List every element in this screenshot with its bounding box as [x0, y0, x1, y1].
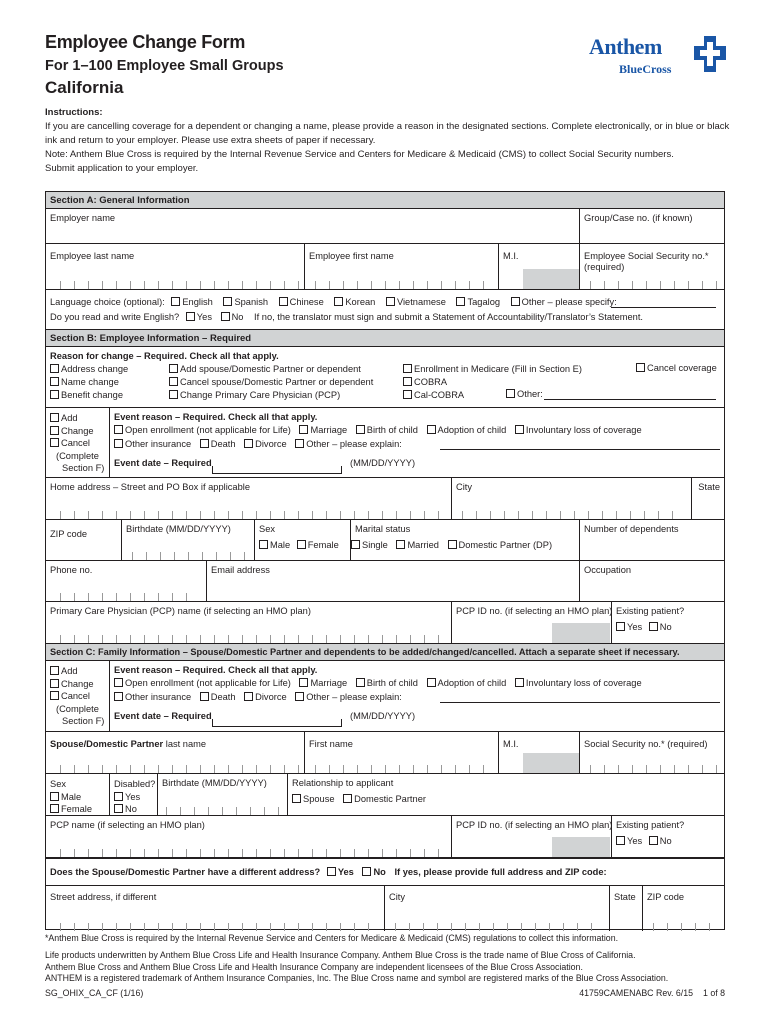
form-state: California: [45, 78, 124, 97]
last-name-label: Employee last name: [50, 251, 135, 261]
sp-event-block: Event reason – Required. Check all that apply. Open enrollment (not applicable for Life) Marriage Birth of child Adoption of child Involuntary loss of coverage Other insurance Death Divorce Other – please explain: Event date – Required (MM/DD/YYYY): [109, 661, 724, 731]
emp-change-checkbox[interactable]: [50, 426, 59, 435]
form-title: Employee Change Form: [45, 32, 246, 52]
diff-no-checkbox[interactable]: [362, 867, 371, 876]
bluecross-icon: [693, 34, 727, 74]
emp-divorce-checkbox[interactable]: [244, 439, 253, 448]
city-field[interactable]: City: [451, 478, 691, 519]
lang-chinese-checkbox[interactable]: [279, 297, 288, 306]
logo-word: Anthem: [589, 34, 662, 59]
section-a-header: Section A: General Information: [46, 191, 724, 209]
emp-marriage-checkbox[interactable]: [299, 425, 308, 434]
lang-other-checkbox[interactable]: [511, 297, 520, 306]
instructions-p2: Note: Anthem Blue Cross is required by the Internal Revenue Service and Centers for Medicare & Medicaid (CMS) to collect Social Security numbers.: [45, 149, 674, 160]
spouse-pcp-row: PCP name (if selecting an HMO plan) PCP ID no. (if selecting an HMO plan) Existing patient? Yes No: [46, 815, 724, 857]
home-address-row: Home address – Street and PO Box if applicable City State: [46, 477, 724, 519]
disabled-field: Disabled? Yes No: [109, 774, 157, 815]
existing-patient-field: Existing patient? Yes No: [611, 602, 724, 643]
ssn-field[interactable]: Employee Social Security no.* (required): [579, 244, 724, 289]
instructions-p1: If you are cancelling coverage for a dependent or changing a name, please provide a reason in the designated sections. Complete electronically, or in blue or black ink and return to your employer. Please use extra sheets of paper if necessary.: [45, 121, 730, 146]
sp-change-checkbox[interactable]: [50, 679, 59, 688]
dp-checkbox[interactable]: [448, 540, 457, 549]
reason-other-input[interactable]: [544, 399, 716, 400]
sp-marriage-checkbox[interactable]: [299, 678, 308, 687]
english-yes-checkbox[interactable]: [186, 312, 195, 321]
sp-open-enroll-checkbox[interactable]: [114, 678, 123, 687]
cal-cobra-checkbox[interactable]: [403, 390, 412, 399]
sp-existing-no-checkbox[interactable]: [649, 836, 658, 845]
diff-city-field[interactable]: City: [384, 886, 609, 931]
emp-other-explain-checkbox[interactable]: [295, 439, 304, 448]
emp-cancel-checkbox[interactable]: [50, 438, 59, 447]
rev-code: 41759CAMENABC Rev. 6/15: [579, 988, 693, 998]
emp-existing-no-checkbox[interactable]: [649, 622, 658, 631]
cancel-spouse-checkbox[interactable]: [169, 377, 178, 386]
sp-divorce-checkbox[interactable]: [244, 692, 253, 701]
emp-adoption-checkbox[interactable]: [427, 425, 436, 434]
reason-row: Reason for change – Required. Check all that apply. Address change Name change Benefit change Add spouse/Domestic Partner or dependent Cancel spouse/Domestic Partner or dependent Change Primary Care Physician (PCP) Enrollment in Medicare (Fill in Section E) COBRA Cal-COBRA Other: Cancel coverage: [50, 351, 717, 400]
english-no-checkbox[interactable]: [221, 312, 230, 321]
emp-add-checkbox[interactable]: [50, 413, 59, 422]
group-no-field[interactable]: Group/Case no. (if known): [579, 209, 724, 243]
disabled-yes-checkbox[interactable]: [114, 792, 123, 801]
sp-birthdate-field[interactable]: Birthdate (MM/DD/YYYY): [157, 774, 287, 815]
employer-row: [46, 209, 724, 243]
form-code: SG_OHIX_CA_CF (1/16): [45, 988, 144, 998]
emp-female-checkbox[interactable]: [297, 540, 306, 549]
birthdate-field[interactable]: Birthdate (MM/DD/YYYY): [121, 520, 254, 560]
sp-add-checkbox[interactable]: [50, 666, 59, 675]
diff-yes-checkbox[interactable]: [327, 867, 336, 876]
employer-name-label: Employer name: [50, 213, 116, 223]
cancel-coverage-checkbox[interactable]: [636, 363, 645, 372]
diff-zip-field[interactable]: ZIP code: [642, 886, 724, 931]
emp-birth-checkbox[interactable]: [356, 425, 365, 434]
emp-event-block: Event reason – Required. Check all that apply. Open enrollment (not applicable for Life) Marriage Birth of child Adoption of child Involuntary loss of coverage Other insurance Death Divorce Other – please explain: Event date – Required (MM/DD/YYYY): [109, 408, 724, 477]
emp-male-checkbox[interactable]: [259, 540, 268, 549]
pcp-id-field[interactable]: PCP ID no. (if selecting an HMO plan): [451, 602, 611, 643]
change-pcp-checkbox[interactable]: [169, 390, 178, 399]
language-line: Language choice (optional): English Spanish Chinese Korean Vietnamese Tagalog Other – please specify:: [50, 297, 617, 307]
sp-birth-checkbox[interactable]: [356, 678, 365, 687]
emp-open-enroll-checkbox[interactable]: [114, 425, 123, 434]
lang-korean-checkbox[interactable]: [334, 297, 343, 306]
sp-existing-yes-checkbox[interactable]: [616, 836, 625, 845]
footer-legal: Life products underwritten by Anthem Blue Cross Life and Health Insurance Company. Anthem Blue Cross is the trade name of Blue Cross of California. Anthem Blue Cross and Anthem Blue Cross Life and Health Insurance Company are independent licensees of the Blue Cross Association. ANTHEM is a registered trademark of Anthem Insurance Companies, Inc. The Blue Cross name and symbol are registered marks of the Blue Cross Association.: [45, 950, 669, 983]
english-question: Do you read and write English? Yes No If no, the translator must sign and submit a Statement of Accountability/Translator’s Statement.: [50, 312, 643, 322]
benefit-change-checkbox[interactable]: [50, 390, 59, 399]
reason-col3: Enrollment in Medicare (Fill in Section E) COBRA Cal-COBRA: [403, 363, 582, 402]
lang-vietnamese-checkbox[interactable]: [386, 297, 395, 306]
emp-loss-checkbox[interactable]: [515, 425, 524, 434]
anthem-logo: [585, 32, 735, 80]
section-b-header: Section B: Employee Information – Required: [46, 329, 724, 347]
sp-other-ins-checkbox[interactable]: [114, 692, 123, 701]
emp-event-date-input[interactable]: [212, 466, 342, 474]
name-change-checkbox[interactable]: [50, 377, 59, 386]
rel-dp-checkbox[interactable]: [343, 794, 352, 803]
emp-other-ins-checkbox[interactable]: [114, 439, 123, 448]
instructions: [45, 106, 735, 176]
sp-male-checkbox[interactable]: [50, 792, 59, 801]
footer-note: *Anthem Blue Cross is required by the Internal Revenue Service and Centers for Medicare & Medicaid (CMS) regulations to collect this information.: [45, 933, 619, 943]
sp-other-explain-input[interactable]: [440, 702, 720, 703]
sp-existing-field: Existing patient? Yes No: [611, 816, 724, 857]
sp-female-checkbox[interactable]: [50, 804, 59, 813]
reason-col2: Add spouse/Domestic Partner or dependent Cancel spouse/Domestic Partner or dependent Change Primary Care Physician (PCP): [169, 363, 373, 402]
spouse-name-row: Spouse/Domestic Partner last name First name M.I. Social Security no.* (required): [46, 731, 724, 773]
state-field[interactable]: State: [691, 478, 724, 519]
sp-loss-checkbox[interactable]: [515, 678, 524, 687]
instructions-p3: Submit application to your employer.: [45, 163, 199, 174]
relationship-field: Relationship to applicant Spouse Domestic Partner: [287, 774, 724, 815]
occupation-field[interactable]: Occupation: [579, 561, 724, 601]
form-body: [45, 191, 725, 930]
reason-other-checkbox[interactable]: [506, 389, 515, 398]
reason-col1: Address change Name change Benefit change: [50, 363, 128, 402]
language-row: [46, 289, 724, 329]
email-field[interactable]: Email address: [206, 561, 579, 601]
spouse-detail-row: Sex Male Female Disabled? Yes No Birthdate (MM/DD/YYYY) Relationship to applicant Spouse Domestic Partner: [46, 773, 724, 815]
lang-other-input[interactable]: [611, 307, 716, 308]
sp-first-name-field[interactable]: First name: [304, 732, 498, 773]
address-change-checkbox[interactable]: [50, 364, 59, 373]
spouse-event-row: Add Change Cancel (Complete Section F) Event reason – Required. Check all that apply. Open enrollment (not applicable for Life) Marriage Birth of child Adoption of child Involuntary loss of coverage Other insurance Death Divorce Other – please explain: Event date – Required (MM/DD/YYYY): [46, 661, 724, 731]
sp-other-explain-checkbox[interactable]: [295, 692, 304, 701]
married-checkbox[interactable]: [396, 540, 405, 549]
zip-row: ZIP code Birthdate (MM/DD/YYYY) Sex Male Female Marital status Single Married Domestic Partner (DP) Number of dependents: [46, 519, 724, 560]
instructions-heading: Instructions:: [45, 107, 103, 118]
dependents-field[interactable]: Number of dependents: [579, 520, 724, 560]
rel-spouse-checkbox[interactable]: [292, 794, 301, 803]
mi-field[interactable]: M.I.: [498, 244, 579, 289]
lang-spanish-checkbox[interactable]: [223, 297, 232, 306]
page-number: 1 of 8: [702, 988, 725, 998]
sp-ssn-field[interactable]: Social Security no.* (required): [579, 732, 724, 773]
sp-mi-field[interactable]: M.I.: [498, 732, 579, 773]
sp-event-date-input[interactable]: [212, 719, 342, 727]
medicare-checkbox[interactable]: [403, 364, 412, 373]
phone-row: Phone no. Email address Occupation: [46, 560, 724, 601]
employee-action-group: Add Change Cancel (Complete Section F): [50, 412, 104, 475]
diff-address-row: Does the Spouse/Domestic Partner have a different address? Yes No If yes, please provide full address and ZIP code:: [46, 857, 724, 885]
sp-death-checkbox[interactable]: [200, 692, 209, 701]
single-checkbox[interactable]: [351, 540, 360, 549]
section-c-header: Section C: Family Information – Spouse/Domestic Partner and dependents to be added/changed/cancelled. Attach a separate sheet if necessary.: [46, 643, 724, 661]
sp-cancel-checkbox[interactable]: [50, 691, 59, 700]
sp-adoption-checkbox[interactable]: [427, 678, 436, 687]
disabled-no-checkbox[interactable]: [114, 804, 123, 813]
lang-english-checkbox[interactable]: [171, 297, 180, 306]
add-spouse-checkbox[interactable]: [169, 364, 178, 373]
sex-field: Sex Male Female: [254, 520, 350, 560]
marital-field: Marital status Single Married Domestic Partner (DP): [350, 520, 579, 560]
first-name-field[interactable]: Employee first name: [304, 244, 498, 289]
employee-name-row: [46, 243, 724, 289]
emp-existing-yes-checkbox[interactable]: [616, 622, 625, 631]
employee-event-row: [46, 407, 724, 477]
form-subtitle: For 1–100 Employee Small Groups: [45, 58, 284, 74]
logo-sub: BlueCross: [619, 62, 672, 76]
pcp-row: Primary Care Physician (PCP) name (if selecting an HMO plan) PCP ID no. (if selecting an HMO plan) Existing patient? Yes No: [46, 601, 724, 643]
diff-state-field[interactable]: State: [609, 886, 642, 931]
emp-other-explain-input[interactable]: [440, 449, 720, 450]
lang-tagalog-checkbox[interactable]: [456, 297, 465, 306]
sp-pcp-id-field[interactable]: PCP ID no. (if selecting an HMO plan): [451, 816, 611, 857]
footer-codes: [45, 988, 735, 1000]
cobra-checkbox[interactable]: [403, 377, 412, 386]
diff-street-row: Street address, if different City State ZIP code: [46, 885, 724, 931]
emp-death-checkbox[interactable]: [200, 439, 209, 448]
